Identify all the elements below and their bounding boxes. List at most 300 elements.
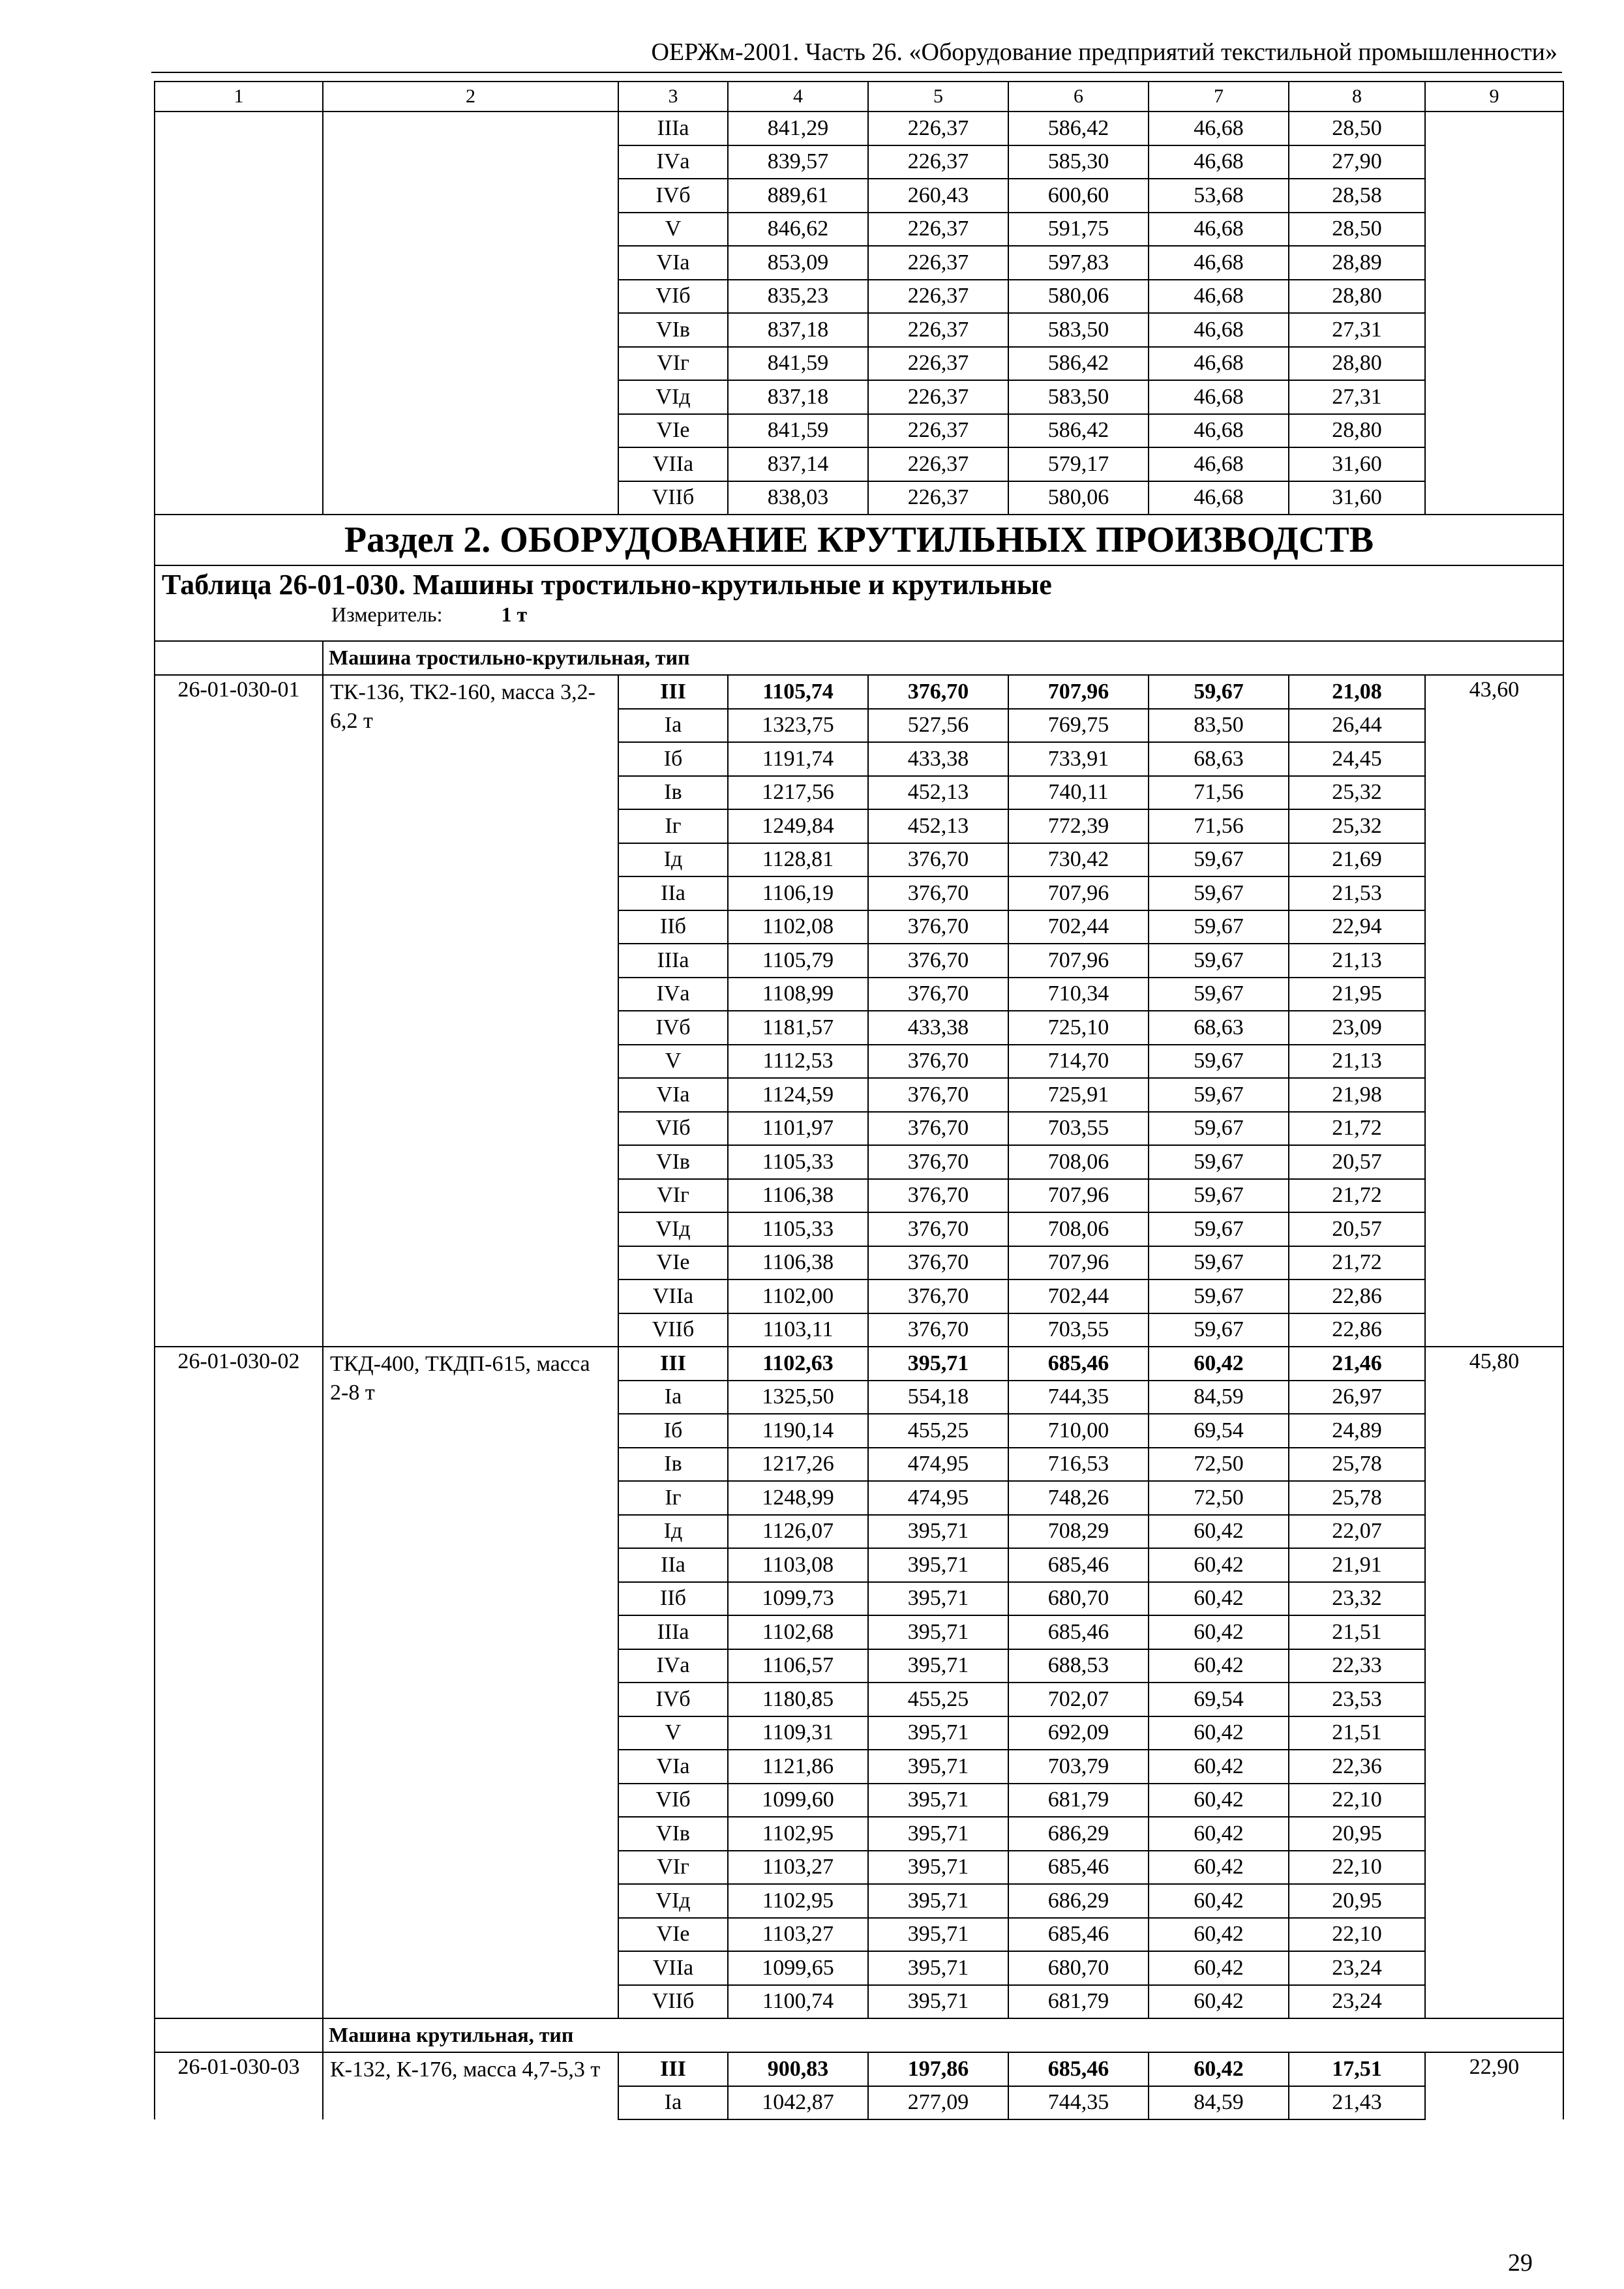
zone-cell: VIг — [618, 347, 728, 381]
machinist-wages-cell: 46,68 — [1149, 447, 1289, 481]
wages-cell: 455,25 — [868, 1683, 1008, 1716]
wages-cell: 554,18 — [868, 1381, 1008, 1414]
total-cell: 1102,95 — [728, 1884, 868, 1918]
machinist-wages-cell: 71,56 — [1149, 776, 1289, 810]
machinist-wages-cell: 46,68 — [1149, 313, 1289, 347]
column-number-4: 4 — [728, 82, 868, 112]
materials-cell: 20,57 — [1289, 1212, 1425, 1246]
materials-cell: 20,57 — [1289, 1145, 1425, 1179]
page-number: 29 — [1508, 2249, 1533, 2277]
section-row — [155, 515, 1563, 565]
total-cell: 1103,27 — [728, 1918, 868, 1952]
table-title-row — [155, 565, 1563, 641]
machines-cell: 769,75 — [1008, 709, 1149, 743]
machinist-wages-cell: 46,68 — [1149, 347, 1289, 381]
total-cell: 889,61 — [728, 179, 868, 213]
total-cell: 1106,38 — [728, 1179, 868, 1213]
machinist-wages-cell: 84,59 — [1149, 1381, 1289, 1414]
zone-cell: V — [618, 1716, 728, 1750]
table-title: Таблица 26-01-030. Машины тростильно-крутильные и крутильные — [162, 569, 1052, 601]
wages-cell: 376,70 — [868, 1112, 1008, 1146]
machines-cell: 708,06 — [1008, 1212, 1149, 1246]
wages-cell: 376,70 — [868, 1078, 1008, 1112]
total-cell: 1109,31 — [728, 1716, 868, 1750]
wages-cell: 376,70 — [868, 1045, 1008, 1079]
machines-cell: 702,44 — [1008, 910, 1149, 944]
machines-cell: 710,00 — [1008, 1414, 1149, 1448]
zone-cell: Iг — [618, 1481, 728, 1515]
materials-cell: 20,95 — [1289, 1817, 1425, 1851]
machinist-wages-cell: 46,68 — [1149, 414, 1289, 448]
column-number-7: 7 — [1149, 82, 1289, 112]
total-cell: 1103,27 — [728, 1851, 868, 1885]
wages-cell: 226,37 — [868, 380, 1008, 414]
wages-cell: 395,71 — [868, 1884, 1008, 1918]
zone-cell: VIIб — [618, 1985, 728, 2019]
zone-cell: IVа — [618, 978, 728, 1011]
materials-cell: 21,72 — [1289, 1179, 1425, 1213]
machines-cell: 586,42 — [1008, 414, 1149, 448]
wages-cell: 376,70 — [868, 1212, 1008, 1246]
description-cell: К-132, К-176, масса 4,7-5,3 т — [323, 2052, 618, 2119]
machines-cell: 680,70 — [1008, 1582, 1149, 1616]
machinist-wages-cell: 72,50 — [1149, 1481, 1289, 1515]
wages-cell: 226,37 — [868, 213, 1008, 247]
machines-cell: 716,53 — [1008, 1448, 1149, 1482]
running-header: ОЕРЖм-2001. Часть 26. «Оборудование предприятий текстильной промышленности» — [651, 38, 1557, 66]
column-number-row — [155, 82, 1563, 112]
machines-cell: 703,79 — [1008, 1750, 1149, 1784]
machinist-wages-cell: 60,42 — [1149, 1951, 1289, 1985]
wages-cell: 433,38 — [868, 1011, 1008, 1045]
machines-cell: 702,44 — [1008, 1279, 1149, 1313]
machinist-wages-cell: 46,68 — [1149, 481, 1289, 515]
column-number-2: 2 — [323, 82, 618, 112]
machinist-wages-cell: 60,42 — [1149, 1985, 1289, 2019]
total-cell: 837,18 — [728, 380, 868, 414]
machinist-wages-cell: 59,67 — [1149, 1145, 1289, 1179]
total-cell: 900,83 — [728, 2052, 868, 2086]
zone-cell: IIIа — [618, 1615, 728, 1649]
machines-cell: 680,70 — [1008, 1951, 1149, 1985]
zone-cell: Iб — [618, 1414, 728, 1448]
col9-cell — [1425, 112, 1563, 515]
group-title: Машина тростильно-крутильная, тип — [323, 641, 1563, 675]
zone-cell: IVб — [618, 1683, 728, 1716]
column-number-3: 3 — [618, 82, 728, 112]
wages-cell: 395,71 — [868, 1347, 1008, 1381]
total-cell: 1103,11 — [728, 1313, 868, 1347]
total-cell: 1105,33 — [728, 1145, 868, 1179]
wages-cell: 226,37 — [868, 347, 1008, 381]
zone-cell: VIв — [618, 313, 728, 347]
materials-cell: 21,53 — [1289, 876, 1425, 910]
table-row — [155, 1347, 1563, 1381]
machines-cell: 685,46 — [1008, 1918, 1149, 1952]
total-cell: 1102,08 — [728, 910, 868, 944]
machines-cell: 580,06 — [1008, 481, 1149, 515]
wages-cell: 376,70 — [868, 910, 1008, 944]
machinist-wages-cell: 60,42 — [1149, 1548, 1289, 1582]
materials-cell: 31,60 — [1289, 481, 1425, 515]
wages-cell: 395,71 — [868, 1951, 1008, 1985]
wages-cell: 376,70 — [868, 978, 1008, 1011]
total-cell: 1099,73 — [728, 1582, 868, 1616]
machinist-wages-cell: 60,42 — [1149, 1649, 1289, 1683]
zone-cell: V — [618, 213, 728, 247]
materials-cell: 28,89 — [1289, 246, 1425, 280]
zone-cell: III — [618, 1347, 728, 1381]
wages-cell: 452,13 — [868, 776, 1008, 810]
col9-cell: 43,60 — [1425, 675, 1563, 1347]
machines-cell: 703,55 — [1008, 1313, 1149, 1347]
materials-cell: 21,98 — [1289, 1078, 1425, 1112]
machines-cell: 583,50 — [1008, 380, 1149, 414]
machines-cell: 586,42 — [1008, 112, 1149, 145]
zone-cell: Iб — [618, 742, 728, 776]
unit-value: 1 т — [501, 603, 528, 627]
zone-cell: VIд — [618, 1884, 728, 1918]
total-cell: 1102,68 — [728, 1615, 868, 1649]
machinist-wages-cell: 71,56 — [1149, 809, 1289, 843]
zone-cell: VIа — [618, 1078, 728, 1112]
zone-cell: Iа — [618, 2086, 728, 2120]
group-row — [155, 641, 1563, 675]
machines-cell: 772,39 — [1008, 809, 1149, 843]
machinist-wages-cell: 59,67 — [1149, 978, 1289, 1011]
machinist-wages-cell: 46,68 — [1149, 145, 1289, 179]
total-cell: 1105,79 — [728, 944, 868, 978]
machines-cell: 686,29 — [1008, 1817, 1149, 1851]
wages-cell: 226,37 — [868, 313, 1008, 347]
machinist-wages-cell: 69,54 — [1149, 1683, 1289, 1716]
zone-cell: VIг — [618, 1179, 728, 1213]
code-cell: 26-01-030-02 — [155, 1347, 323, 2018]
materials-cell: 23,24 — [1289, 1951, 1425, 1985]
wages-cell: 376,70 — [868, 876, 1008, 910]
materials-cell: 28,80 — [1289, 280, 1425, 314]
materials-cell: 27,31 — [1289, 313, 1425, 347]
zone-cell: IIа — [618, 876, 728, 910]
column-number-5: 5 — [868, 82, 1008, 112]
zone-cell: VIд — [618, 1212, 728, 1246]
machinist-wages-cell: 59,67 — [1149, 910, 1289, 944]
total-cell: 837,18 — [728, 313, 868, 347]
materials-cell: 22,10 — [1289, 1851, 1425, 1885]
zone-cell: IIа — [618, 1548, 728, 1582]
total-cell: 1217,26 — [728, 1448, 868, 1482]
wages-cell: 226,37 — [868, 447, 1008, 481]
total-cell: 841,59 — [728, 347, 868, 381]
wages-cell: 376,70 — [868, 944, 1008, 978]
materials-cell: 31,60 — [1289, 447, 1425, 481]
wages-cell: 395,71 — [868, 1582, 1008, 1616]
machines-cell: 685,46 — [1008, 1851, 1149, 1885]
description-cell: ТК-136, ТК2-160, масса 3,2-6,2 т — [323, 675, 618, 1347]
zone-cell: Iа — [618, 709, 728, 743]
total-cell: 1102,95 — [728, 1817, 868, 1851]
wages-cell: 226,37 — [868, 112, 1008, 145]
materials-cell: 21,13 — [1289, 1045, 1425, 1079]
wages-cell: 395,71 — [868, 1918, 1008, 1952]
total-cell: 846,62 — [728, 213, 868, 247]
machines-cell: 744,35 — [1008, 2086, 1149, 2120]
materials-cell: 25,78 — [1289, 1448, 1425, 1482]
materials-cell: 28,58 — [1289, 179, 1425, 213]
machinist-wages-cell: 59,67 — [1149, 1179, 1289, 1213]
materials-cell: 22,10 — [1289, 1784, 1425, 1818]
machines-cell: 702,07 — [1008, 1683, 1149, 1716]
materials-cell: 21,95 — [1289, 978, 1425, 1011]
wages-cell: 226,37 — [868, 280, 1008, 314]
zone-cell: VIе — [618, 414, 728, 448]
machinist-wages-cell: 53,68 — [1149, 179, 1289, 213]
machinist-wages-cell: 59,67 — [1149, 944, 1289, 978]
zone-cell: VIIа — [618, 1279, 728, 1313]
machines-cell: 707,96 — [1008, 944, 1149, 978]
machinist-wages-cell: 68,63 — [1149, 1011, 1289, 1045]
machinist-wages-cell: 59,67 — [1149, 675, 1289, 709]
total-cell: 1190,14 — [728, 1414, 868, 1448]
wages-cell: 260,43 — [868, 179, 1008, 213]
machines-cell: 707,96 — [1008, 1179, 1149, 1213]
wages-cell: 376,70 — [868, 675, 1008, 709]
total-cell: 1124,59 — [728, 1078, 868, 1112]
description-cell: ТКД-400, ТКДП-615, масса 2-8 т — [323, 1347, 618, 2018]
zone-cell: IVб — [618, 179, 728, 213]
column-number-8: 8 — [1289, 82, 1425, 112]
total-cell: 1191,74 — [728, 742, 868, 776]
machinist-wages-cell: 46,68 — [1149, 112, 1289, 145]
zone-cell: IIб — [618, 910, 728, 944]
materials-cell: 26,97 — [1289, 1381, 1425, 1414]
wages-cell: 395,71 — [868, 1615, 1008, 1649]
zone-cell: VIв — [618, 1145, 728, 1179]
price-table — [154, 81, 1564, 2120]
machinist-wages-cell: 60,42 — [1149, 1817, 1289, 1851]
zone-cell: VIа — [618, 246, 728, 280]
materials-cell: 21,72 — [1289, 1112, 1425, 1146]
machines-cell: 748,26 — [1008, 1481, 1149, 1515]
table-row — [155, 2052, 1563, 2086]
machines-cell: 591,75 — [1008, 213, 1149, 247]
materials-cell: 25,32 — [1289, 809, 1425, 843]
materials-cell: 26,44 — [1289, 709, 1425, 743]
zone-cell: IIб — [618, 1582, 728, 1616]
zone-cell: VIб — [618, 1112, 728, 1146]
wages-cell: 226,37 — [868, 414, 1008, 448]
machinist-wages-cell: 60,42 — [1149, 1515, 1289, 1549]
zone-cell: IVб — [618, 1011, 728, 1045]
unit-label: Измеритель: — [331, 603, 443, 627]
materials-cell: 17,51 — [1289, 2052, 1425, 2086]
wages-cell: 395,71 — [868, 1784, 1008, 1818]
total-cell: 1180,85 — [728, 1683, 868, 1716]
wages-cell: 376,70 — [868, 843, 1008, 877]
machines-cell: 583,50 — [1008, 313, 1149, 347]
machines-cell: 725,91 — [1008, 1078, 1149, 1112]
table-row — [155, 675, 1563, 709]
total-cell: 1106,19 — [728, 876, 868, 910]
materials-cell: 28,80 — [1289, 347, 1425, 381]
code-cell: 26-01-030-01 — [155, 675, 323, 1347]
wages-cell: 455,25 — [868, 1414, 1008, 1448]
unit-line — [162, 604, 1556, 626]
wages-cell: 376,70 — [868, 1313, 1008, 1347]
wages-cell: 376,70 — [868, 1145, 1008, 1179]
wages-cell: 277,09 — [868, 2086, 1008, 2120]
zone-cell: Iд — [618, 1515, 728, 1549]
zone-cell: VIе — [618, 1918, 728, 1952]
machinist-wages-cell: 72,50 — [1149, 1448, 1289, 1482]
machines-cell: 708,29 — [1008, 1515, 1149, 1549]
machinist-wages-cell: 59,67 — [1149, 1246, 1289, 1280]
machinist-wages-cell: 83,50 — [1149, 709, 1289, 743]
machinist-wages-cell: 60,42 — [1149, 2052, 1289, 2086]
materials-cell: 21,46 — [1289, 1347, 1425, 1381]
zone-cell: VIг — [618, 1851, 728, 1885]
materials-cell: 21,13 — [1289, 944, 1425, 978]
zone-cell: VIб — [618, 280, 728, 314]
machines-cell: 688,53 — [1008, 1649, 1149, 1683]
wages-cell: 474,95 — [868, 1448, 1008, 1482]
materials-cell: 24,89 — [1289, 1414, 1425, 1448]
code-cell — [155, 112, 323, 515]
zone-cell: VIIб — [618, 481, 728, 515]
description-cell — [323, 112, 618, 515]
machines-cell: 580,06 — [1008, 280, 1149, 314]
wages-cell: 395,71 — [868, 1851, 1008, 1885]
total-cell: 1323,75 — [728, 709, 868, 743]
zone-cell: IIIа — [618, 112, 728, 145]
machinist-wages-cell: 60,42 — [1149, 1347, 1289, 1381]
machines-cell: 681,79 — [1008, 1784, 1149, 1818]
machinist-wages-cell: 46,68 — [1149, 213, 1289, 247]
machines-cell: 707,96 — [1008, 675, 1149, 709]
wages-cell: 376,70 — [868, 1179, 1008, 1213]
machines-cell: 707,96 — [1008, 1246, 1149, 1280]
materials-cell: 22,36 — [1289, 1750, 1425, 1784]
total-cell: 1249,84 — [728, 809, 868, 843]
wages-cell: 395,71 — [868, 1515, 1008, 1549]
materials-cell: 25,32 — [1289, 776, 1425, 810]
column-number-6: 6 — [1008, 82, 1149, 112]
code-cell: 26-01-030-03 — [155, 2052, 323, 2119]
wages-cell: 395,71 — [868, 1750, 1008, 1784]
total-cell: 1103,08 — [728, 1548, 868, 1582]
col9-cell: 22,90 — [1425, 2052, 1563, 2119]
zone-cell: Iг — [618, 809, 728, 843]
wages-cell: 452,13 — [868, 809, 1008, 843]
wages-cell: 474,95 — [868, 1481, 1008, 1515]
total-cell: 1112,53 — [728, 1045, 868, 1079]
machinist-wages-cell: 46,68 — [1149, 280, 1289, 314]
total-cell: 1121,86 — [728, 1750, 868, 1784]
total-cell: 1248,99 — [728, 1481, 868, 1515]
zone-cell: VIб — [618, 1784, 728, 1818]
materials-cell: 23,24 — [1289, 1985, 1425, 2019]
zone-cell: V — [618, 1045, 728, 1079]
machines-cell: 744,35 — [1008, 1381, 1149, 1414]
total-cell: 837,14 — [728, 447, 868, 481]
machinist-wages-cell: 46,68 — [1149, 380, 1289, 414]
total-cell: 1042,87 — [728, 2086, 868, 2120]
wages-cell: 226,37 — [868, 246, 1008, 280]
machinist-wages-cell: 59,67 — [1149, 1045, 1289, 1079]
materials-cell: 25,78 — [1289, 1481, 1425, 1515]
materials-cell: 24,45 — [1289, 742, 1425, 776]
machinist-wages-cell: 60,42 — [1149, 1918, 1289, 1952]
total-cell: 1126,07 — [728, 1515, 868, 1549]
machines-cell: 685,46 — [1008, 1548, 1149, 1582]
machines-cell: 703,55 — [1008, 1112, 1149, 1146]
machinist-wages-cell: 84,59 — [1149, 2086, 1289, 2120]
materials-cell: 21,43 — [1289, 2086, 1425, 2120]
zone-cell: VIIб — [618, 1313, 728, 1347]
materials-cell: 28,50 — [1289, 112, 1425, 145]
materials-cell: 28,50 — [1289, 213, 1425, 247]
machinist-wages-cell: 59,67 — [1149, 1313, 1289, 1347]
materials-cell: 23,53 — [1289, 1683, 1425, 1716]
machines-cell: 708,06 — [1008, 1145, 1149, 1179]
machines-cell: 686,29 — [1008, 1884, 1149, 1918]
total-cell: 1106,57 — [728, 1649, 868, 1683]
wages-cell: 395,71 — [868, 1716, 1008, 1750]
machinist-wages-cell: 59,67 — [1149, 1212, 1289, 1246]
materials-cell: 21,51 — [1289, 1615, 1425, 1649]
materials-cell: 22,86 — [1289, 1313, 1425, 1347]
zone-cell: VIв — [618, 1817, 728, 1851]
machines-cell: 710,34 — [1008, 978, 1149, 1011]
total-cell: 1106,38 — [728, 1246, 868, 1280]
zone-cell: IVа — [618, 1649, 728, 1683]
total-cell: 1105,33 — [728, 1212, 868, 1246]
materials-cell: 28,80 — [1289, 414, 1425, 448]
total-cell: 1128,81 — [728, 843, 868, 877]
total-cell: 841,29 — [728, 112, 868, 145]
column-number-1: 1 — [155, 82, 323, 112]
machinist-wages-cell: 60,42 — [1149, 1615, 1289, 1649]
zone-cell: Iв — [618, 776, 728, 810]
total-cell: 1108,99 — [728, 978, 868, 1011]
materials-cell: 22,94 — [1289, 910, 1425, 944]
wages-cell: 226,37 — [868, 481, 1008, 515]
total-cell: 1101,97 — [728, 1112, 868, 1146]
zone-cell: VIа — [618, 1750, 728, 1784]
zone-cell: III — [618, 2052, 728, 2086]
total-cell: 1100,74 — [728, 1985, 868, 2019]
machines-cell: 692,09 — [1008, 1716, 1149, 1750]
materials-cell: 21,69 — [1289, 843, 1425, 877]
machines-cell: 740,11 — [1008, 776, 1149, 810]
column-number-9: 9 — [1425, 82, 1563, 112]
materials-cell: 27,31 — [1289, 380, 1425, 414]
zone-cell: VIIа — [618, 1951, 728, 1985]
header-rule — [151, 72, 1562, 73]
total-cell: 1099,65 — [728, 1951, 868, 1985]
table-row — [155, 112, 1563, 145]
total-cell: 1099,60 — [728, 1784, 868, 1818]
group-title: Машина крутильная, тип — [323, 2018, 1563, 2052]
materials-cell: 22,10 — [1289, 1918, 1425, 1952]
machinist-wages-cell: 60,42 — [1149, 1716, 1289, 1750]
wages-cell: 376,70 — [868, 1279, 1008, 1313]
materials-cell: 21,91 — [1289, 1548, 1425, 1582]
wages-cell: 376,70 — [868, 1246, 1008, 1280]
machines-cell: 585,30 — [1008, 145, 1149, 179]
zone-cell: IIIа — [618, 944, 728, 978]
machines-cell: 597,83 — [1008, 246, 1149, 280]
